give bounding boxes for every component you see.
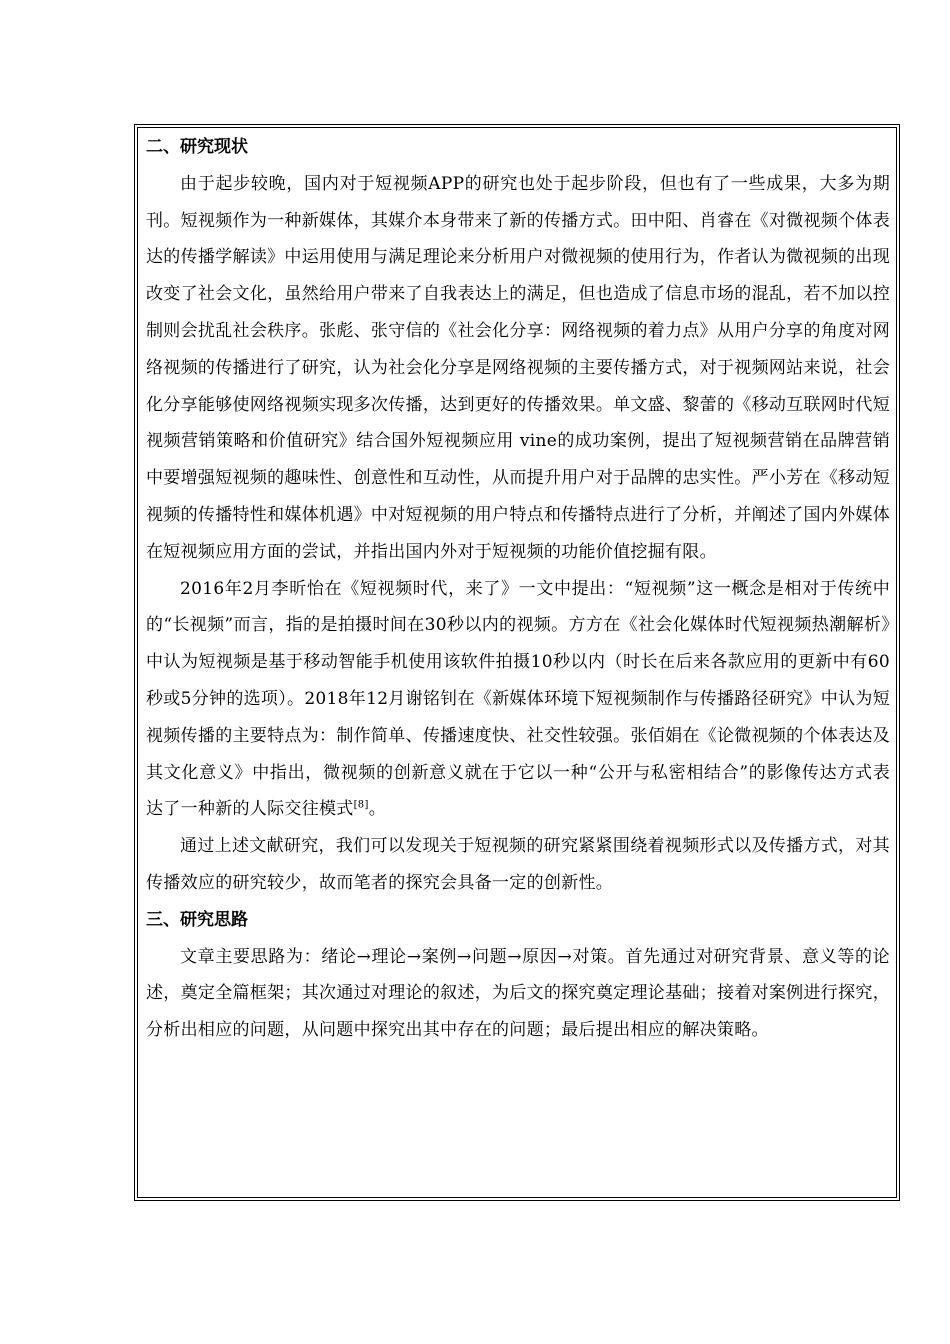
paragraph-literature-review-2 (146, 571, 890, 829)
document-content (146, 129, 890, 1049)
citation-marker: [8] (353, 799, 369, 811)
paragraph-literature-summary: 通过上述文献研究，我们可以发现关于短视频的研究紧紧围绕着视频形式以及传播方式，对其传播效应的研究较少，故而笔者的探究会具备一定的创新性。 (146, 836, 890, 893)
section-heading-research-approach: 三、研究思路 (146, 909, 248, 930)
paragraph-research-approach: 文章主要思路为：绪论→理论→案例→问题→原因→对策。首先通过对研究背景、意义等的论述，奠定全篇框架；其次通过对理论的叙述，为后文的探究奠定理论基础；接着对案例进行探究，分析出相应的问题，从问题中探究出其中存在的问题；最后提出相应的解决策略。 (146, 946, 890, 1041)
paragraph-literature-review-1: 由于起步较晚，国内对于短视频APP的研究也处于起步阶段，但也有了一些成果，大多为期刊。短视频作为一种新媒体，其媒介本身带来了新的传播方式。田中阳、肖睿在《对微视频个体表达的传播学解读》中运用使用与满足理论来分析用户对微视频的使用行为，作者认为微视频的出现改变了社会文化，虽然给用户带来了自我表达上的满足，但也造成了信息市场的混乱，若不加以控制则会扰乱社会秩序。张彪、张守信的《社会化分享：网络视频的着力点》从用户分享的角度对网络视频的传播进行了研究，认为社会化分享是网络视频的主要传播方式，对于视频网站来说，社会化分享能够使网络视频实现多次传播，达到更好的传播效果。单文盛、黎蕾的《移动互联网时代短视频营销策略和价值研究》结合国外短视频应用 vine的成功案例，提出了短视频营销在品牌营销中要增强短视频的趣味性、创意性和互动性，从而提升用户对于品牌的忠实性。严小芳在《移动短视频的传播特性和媒体机遇》中对短视频的用户特点和传播特点进行了分析，并阐述了国内外媒体在短视频应用方面的尝试，并指出国内外对于短视频的功能价值挖掘有限。 (146, 173, 890, 562)
paragraph-text: 2016年2月李昕怡在《短视频时代，来了》一文中提出：“短视频”这一概念是相对于传统中的“长视频”而言，指的是拍摄时间在30秒以内的视频。方方在《社会化媒体时代短视频热潮解析》中认为短视频是基于移动智能手机使用该软件拍摄10秒以内（时长在后来各款应用的更新中有60秒或5分钟的选项）。2018年12月谢铭钊在《新媒体环境下短视频制作与传播路径研究》中认为短视频传播的主要特点为：制作简单、传播速度快、社交性较强。张佰娟在《论微视频的个体表达及其文化意义》中指出，微视频的创新意义就在于它以一种“公开与私密相结合”的影像传达方式表达了一种新的人际交往模式 (146, 578, 891, 820)
paragraph-end-punctuation: 。 (368, 799, 386, 820)
section-heading-research-status: 二、研究现状 (146, 137, 248, 157)
